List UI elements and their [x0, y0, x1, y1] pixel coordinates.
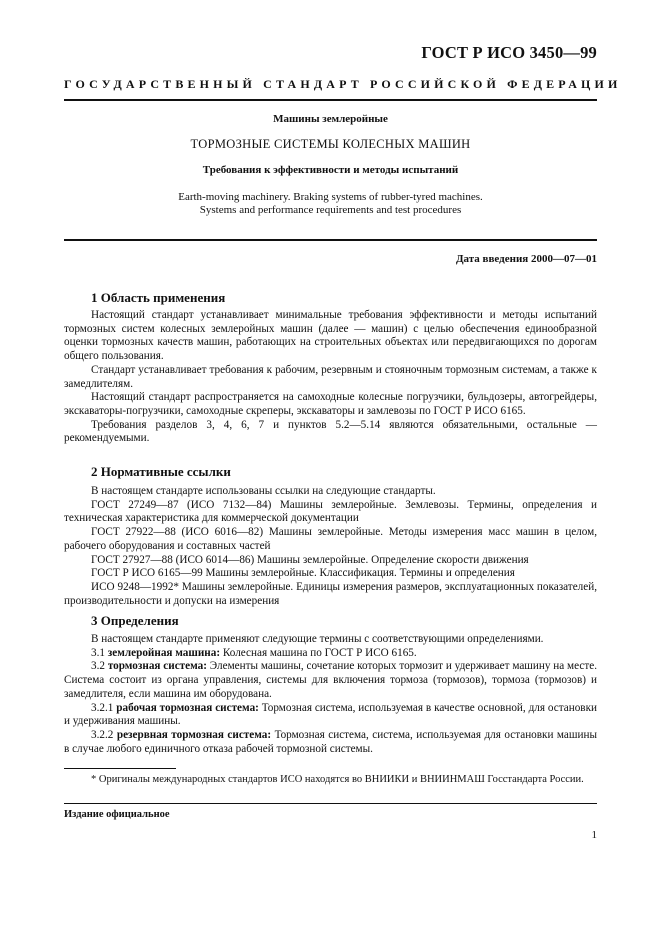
- section-1-paragraph-1: Настоящий стандарт устанавливает минимальные требования эффективности и методы испытаний тормозных систем колесных землеройных машин (далее — машин) с целью обеспечения единообразной оценки тормозных качеств машин, работающих на строительных объектах или передвигающихся по дорогам общего пользования.: [64, 309, 597, 363]
- english-title: [64, 191, 597, 217]
- section-1-paragraph-3: Настоящий стандарт распространяется на самоходные колесные погрузчики, бульдозеры, автогрейдеры, экскаваторы-погрузчики, самоходные скреперы, экскаваторы и замлевозы по ГОСТ Р ИСО 6165.: [64, 391, 597, 417]
- official-edition-label: Издание официальное: [64, 809, 170, 820]
- government-standard-title: ГОСУДАРСТВЕННЫЙ СТАНДАРТ РОССИЙСКОЙ ФЕДЕРАЦИИ: [64, 77, 622, 91]
- title-rule: [64, 239, 597, 241]
- document-number: ГОСТ Р ИСО 3450—99: [421, 43, 597, 62]
- introduction-date: Дата введения 2000—07—01: [455, 253, 597, 265]
- section-2-reference-3: ГОСТ 27927—88 (ИСО 6014—86) Машины землеройные. Определение скорости движения: [91, 553, 529, 566]
- definition-text: Колесная машина по ГОСТ Р ИСО 6165.: [220, 646, 417, 659]
- definition-term: рабочая тормозная система:: [116, 701, 259, 714]
- header-rule: [64, 99, 597, 101]
- definition-number: 3.2.1: [91, 701, 117, 714]
- footnote: [64, 773, 597, 787]
- definition-3-2: [64, 660, 597, 701]
- section-2-reference-2: ГОСТ 27922—88 (ИСО 6016—82) Машины землеройные. Методы измерения масс машин в целом, рабочего оборудования и составных частей: [64, 526, 597, 552]
- definition-number: 3.1: [91, 646, 108, 659]
- definition-term: землеройная машина:: [107, 646, 221, 659]
- section-2-reference-1: ГОСТ 27249—87 (ИСО 7132—84) Машины землеройные. Землевозы. Термины, определения и техническая характеристика для коммерческой документации: [64, 498, 597, 525]
- section-2-heading: 2 Нормативные ссылки: [91, 464, 231, 479]
- definition-text: Тормозная система, система, используемая для остановки машины в случае любого единичного отказа рабочей тормозной системы.: [64, 728, 598, 755]
- section-2-reference-5: ИСО 9248—1992* Машины землеройные. Единицы измерения размеров, эксплуатационных показателей, производительности и допуски на измерения: [64, 580, 597, 607]
- document-requirements-title: Требования к эффективности и методы испытаний: [202, 164, 459, 176]
- definition-term: тормозная система:: [107, 660, 207, 673]
- section-2-reference-4: ГОСТ Р ИСО 6165—99 Машины землеройные. Классификация. Термины и определения: [91, 567, 515, 580]
- section-2-body: [64, 485, 597, 608]
- definition-term: резервная тормозная система:: [116, 728, 272, 741]
- english-title-line1: Earth-moving machinery. Braking systems of rubber-tyred machines.: [178, 191, 483, 203]
- page-number: 1: [591, 829, 597, 841]
- footnote-text: * Оригиналы международных стандартов ИСО находятся во ВНИИКИ и ВНИИНМАШ Госстандарта России.: [91, 774, 584, 785]
- section-3-body: [64, 633, 597, 756]
- section-1-paragraph-2: Стандарт устанавливает требования к рабочим, резервным и стояночным тормозным системам, а также к замедлителям.: [64, 363, 597, 390]
- footer-rule: [64, 803, 597, 804]
- english-title-line2: Systems and performance requirements and test procedures: [199, 204, 462, 216]
- definition-number: 3.2: [91, 660, 108, 673]
- definition-3-2-2: [64, 729, 597, 756]
- section-1-paragraph-4: Требования разделов 3, 4, 6, 7 и пунктов 5.2—5.14 являются обязательными, остальные — рекомендуемыми.: [64, 418, 597, 445]
- section-1-body: [64, 309, 597, 446]
- document-subtitle: Машины землеройные: [273, 113, 388, 125]
- definition-text: Тормозная система, используемая в качестве основной, для остановки и удерживания машины.: [64, 701, 597, 728]
- section-3-heading: 3 Определения: [91, 613, 179, 628]
- definition-3-2-1: [64, 702, 597, 729]
- section-3-paragraph-1: В настоящем стандарте применяют следующие термины с соответствующими определениями.: [91, 633, 544, 645]
- section-1-heading: 1 Область применения: [91, 290, 226, 305]
- section-2-paragraph-1: В настоящем стандарте использованы ссылки на следующие стандарты.: [91, 485, 436, 497]
- definition-text: Элементы машины, сочетание которых тормозит и удерживает машину на месте. Система состоит из органа управления, системы для включения тормоза (тормозов), тормоза (тормозов) и замедлителя, если машина им оборудована.: [64, 660, 597, 700]
- definition-3-1: [64, 647, 597, 661]
- document-main-title: ТОРМОЗНЫЕ СИСТЕМЫ КОЛЕСНЫХ МАШИН: [190, 137, 471, 151]
- footnote-rule: [64, 768, 176, 769]
- definition-number: 3.2.2: [91, 728, 117, 741]
